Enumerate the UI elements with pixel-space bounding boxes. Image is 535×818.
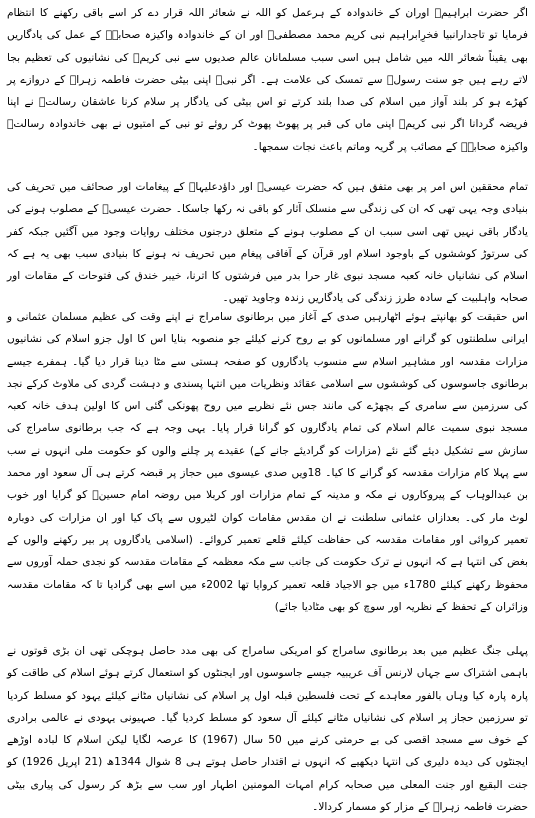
paragraph-shaair-allah: اگر حضرت ابراہیمؑ اوران کے خاندوادہ کے ہرعمل کو اللہ نے شعائر اللہ قرار دے کر اسے باقی رکھنے کا انتظام فرمایا تو تاجدارانبیا فخرِابراہیم نبی کریم محمد مصطفیؐ اور ان کے خاندوادہ واکیزہ صحابہؓ کے عمل کی یادگاریں بھی یقیناً شعائر اللہ میں شامل ہیں اسی سبب مسلمانان عالم صدیوں سے نبی کریمؐ کی نشانیوں کی تعظیم بجا لاتے رہے ہیں جو سنت رسولؐ سے تمسک کی علامت ہے۔ اگر نبیؐ اپنی بیٹی حضرت فاطمہ زہراؑ کے دروازے پر کھڑے ہو کر بلند آواز میں اسلام کی صدا بلند کرتے تو اس بیٹی کی یادگار پر سلام کرنا عاشقان رسالتؐ نے اپنا فریضہ گردانا اگر نبی کریمؐ اپنی ماں کی قبر پر پھوٹ پھوٹ کر روئے تو نبی کے امتیوں نے بھی خاندوادہ رسالتؐ واکیزہ صحابہؓ کے مصائب پر گریہ وماتم باعث نجات سمجھا۔ [7,7,528,153]
paragraph-pehli-jang-e-azeem: پہلی جنگ عظیم میں بعد برطانوی سامراج کو امریکی سامراج کی بھی مدد حاصل ہوچکی تھی ان بڑی قوتوں نے باہمی اشتراک سے جہاں لارنس آف عریبیہ جیسے جاسوسوں اور ایجنٹوں کو استعمال کرتے ہوئے اسلام کی طاقت کو پارہ پارہ کیا وہاں بالفور معاہدے کے تحت فلسطین قبلہ اول پر اسلام کی نشانیاں مٹانے کیلئے یہود کو مسلط کردیا تو سرزمین حجاز پر اسلام کی نشانیاں مٹانے کیلئے آل سعود کو مسلط کردیا گیا۔ صہیونی یہودی نے عالمی برادری کے خوف سے مسجد اقصی کی بے حرمتی کرنے میں 50 سال (1967) کا عرصہ لگایا لیکن اسلام کا لبادہ اوڑھے ایجنٹوں کی دیدہ دلیری کی انتہا دیکھیے کہ انہوں نے اقتدار حاصل ہوتے ہی 8 شوال 1344ھ (21 اپریل 1926) کو جنت البقیع اور جنت المعلی میں صحابہ کرام امہات المومنین اطہار اور سب سے بڑھ کر رسول کی پیاری بیٹی حضرت فاطمہ زہراؑ کے مزار کو مسمار کردالا۔ [7,645,528,814]
paragraph-muhaqiqeen: تمام محققین اس امر پر بھی متفق ہیں کہ حضرت عیسیؑ اور داؤدعلیہاؑ کے پیغامات اور صحائف میں تحریف کی بنیادی وجہ یہی تھی کہ ان کی زندگی سے منسلک آثار کو باقی نہ رکھا جاسکا۔ حضرت عیسیؑ کے مصلوب ہونے کی یادگار باقی نہیں تھی اسی سبب ان کے مصلوب ہونے کے متعلق درجنوں مختلف روایات وجود میں آگئیں جبکہ کفر کی سرتوڑ کوششوں کے باوجود اسلام اور قرآن کے آفاقی پیغام میں تحریف نہ ہونے کا بنیادی سبب بھی یہ ہے کہ اسلام کی نشانیاں خانہ کعبہ مسجد نبوی غار حرا بدر میں فرشتوں کا اترنا، خیبر خندق کی فتوحات کے مقامات اور صحابہ واہلبیت کے سادہ طرز زندگی کی یادگاریں زندہ وجاوید تھیں۔ [7,181,528,305]
paragraph-british-samraj: اس حقیقت کو بھانپتے ہوئے اٹھارہیں صدی کے آغاز میں برطانوی سامراج نے اپنے وقت کی عظیم مسلمان عثمانی و ایرانی سلطنتوں کو گرانے اور مسلمانوں کو بے روح کرنے کیلئے جو منصوبہ بنایا اس کا اول جزو اسلام کی نشانیوں مزارات مقدسہ اور مشاہیر اسلام سے منسوب یادگاروں کو صفحہ ہستی سے مٹا دینا قرار دیا گیا۔ ہمفرے جیسے برطانوی جاسوسوں کی کوششوں سے اسلامی عقائد ونظریات میں انتہا پسندی و دہشت گردی کی ملاوٹ کرکے نجد کی سرزمین سے سامری کے بچھڑے کی مانند جس نئے نظریے میں روح پھونکی گئی اس کا اولین ہدف خانہ کعبہ مسجد نبوی سمیت عالم اسلام کی تمام یادگاروں کو گرانا قرار پایا۔ یہی وجہ ہے کہ جب برطانوی سامراج کی سازش سے تشکیل دیئے گئے نئے (مزارات کو گرادیئے جانے کے) عقیدے پر چلنے والوں کو حکومت ملی انہوں نے سب سے پہلا کام مزارات مقدسہ کو گرانے کا کیا۔ 18ویں صدی عیسوی میں حجاز پر قبضہ کرتے ہی آل سعود اور محمد بن عبدالوہاب کے پیروکاروں نے مکہ و مدینہ کے تمام مزارات اور کربلا میں روضہ امام حسینؑ کو گرایا اور خوب لوٹ مار کی۔ بعدازاں عثمانی سلطنت نے ان مقدس مقامات کوان لٹیروں سے پاک کیا اور ان مزارات کی دوبارہ تعمیر کروائی اور مقامات مقدسہ کی حفاظت کیلئے قلعے تعمیر کروائے۔ (اسلامی یادگاروں پر بیر رکھنے والوں کے بغض کی انتہا ہے کہ انہوں نے ترک حکومت کی جانب سے مکہ معظمہ کے مقامات مقدسہ کو نجدی حملہ آوروں سے محفوظ رکھنے کیلئے 1780ء میں جو الاجیاد قلعہ تعمیر کروایا تھا 2002ء میں اسے بھی گرادیا تا کہ مقامات مقدسہ وزائران کے تحفظ کے نظریہ اور سوچ کو بھی مٹادیا جائے) [7,311,529,613]
